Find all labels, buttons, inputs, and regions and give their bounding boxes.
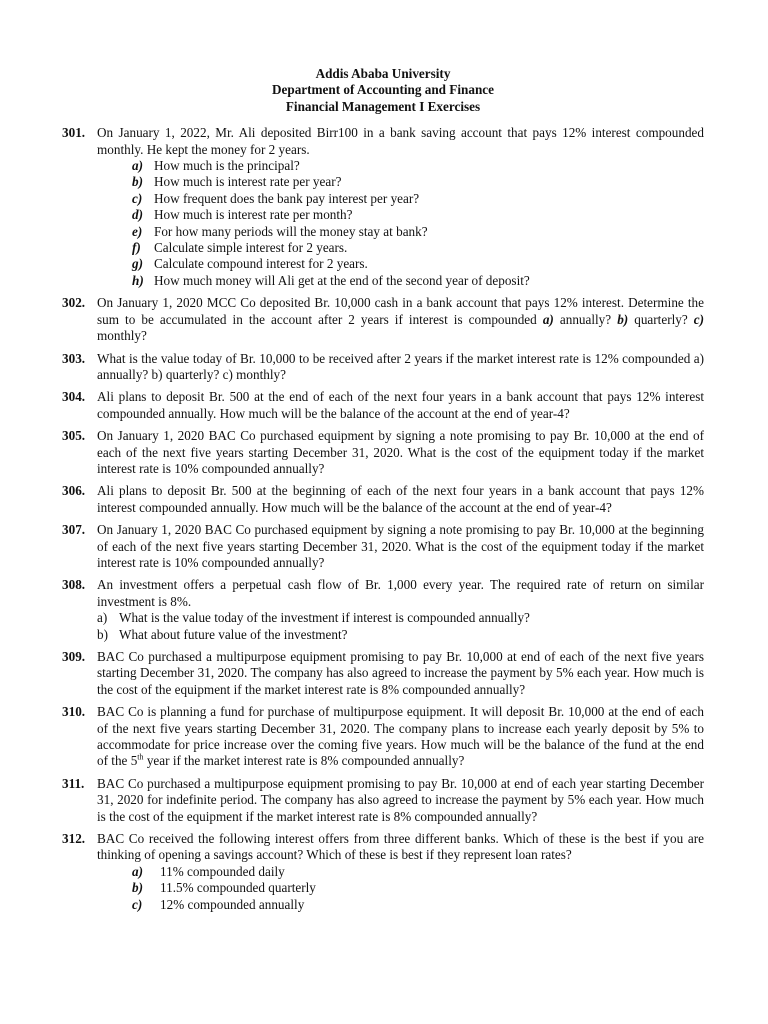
question-305 [62,428,704,477]
question-308 [62,577,704,643]
item-label: d) [132,207,143,223]
list-item [132,158,704,174]
question-303 [62,351,704,384]
question-306 [62,483,704,516]
list-item [132,897,704,913]
superscript: th [137,753,144,763]
question-302 [62,295,704,344]
sub-question-list [97,158,704,289]
question-number: 305. [62,428,86,444]
item-label: b) [132,880,143,896]
item-label: g) [132,256,143,272]
item-text: Calculate compound interest for 2 years. [154,256,368,272]
item-label: a) [132,863,143,879]
item-label: h) [132,272,144,288]
question-text: On January 1, 2020 BAC Co purchased equipment by signing a note promising to pay Br. 10,000 at the end of each of the next five years starting December 31, 2020. What is the cost of the equipment today if the market interest rate is 10% compounded annually? [97,428,704,476]
list-item [132,224,704,240]
question-310 [62,704,704,770]
item-text: How frequent does the bank pay interest per year? [154,190,420,206]
question-number: 302. [62,295,86,311]
list-item [132,256,704,272]
question-text: BAC Co received the following interest offers from three different banks. Which of these is the best if you are thinking of opening a savings account? Which of these is best if they represent loan rates? [97,831,704,863]
question-311 [62,776,704,825]
sub-question-list [97,864,704,913]
list-item [132,864,704,880]
item-label: c) [132,896,143,912]
question-309 [62,649,704,698]
item-label: e) [132,223,143,239]
item-text: 12% compounded annually [160,896,305,912]
question-312 [62,831,704,913]
question-text: BAC Co purchased a multipurpose equipment promising to pay Br. 10,000 at end of each year starting December 31, 2020 for indefinite period. The company has also agreed to increase the payment by 5% each year. How much is the cost of the equipment if the market interest rate is 8% compounded annually? [97,775,704,824]
question-text: An investment offers a perpetual cash flow of Br. 1,000 every year. The required rate of return on similar investment is 8%. [97,577,704,609]
question-number: 304. [62,389,86,405]
department-name: Department of Accounting and Finance [272,82,494,98]
question-text: On January 1, 2022, Mr. Ali deposited Birr100 in a bank saving account that pays 12% interest compounded monthly. He kept the money for 2 years. [97,125,704,157]
list-item [132,240,704,256]
item-label: b) [97,626,108,642]
list-item [132,174,704,190]
item-text: How much is the principal? [154,158,300,174]
item-text: For how many periods will the money stay at bank? [154,223,428,239]
item-text: 11.5% compounded quarterly [160,880,316,896]
question-number: 301. [62,125,86,141]
item-text: 11% compounded daily [160,863,285,879]
item-text: How much is interest rate per month? [154,207,353,223]
item-text: How much is interest rate per year? [154,174,342,190]
question-number: 310. [62,704,86,720]
question-number: 312. [62,831,86,847]
item-text: Calculate simple interest for 2 years. [154,240,348,256]
question-text: quarterly? [628,311,694,327]
question-number: 309. [62,649,86,664]
question-text: year if the market interest rate is 8% compounded annually? [143,753,465,769]
option-label: b) [617,311,629,327]
item-label: f) [132,240,141,256]
item-text: What about future value of the investment? [119,626,348,642]
document-title: Financial Management I Exercises [285,98,481,114]
list-item [132,207,704,223]
list-item [132,880,704,896]
question-text: What is the value today of Br. 10,000 to be received after 2 years if the market interest rate is 12% compounded a) annually? b) quarterly? c) monthly? [97,350,704,382]
question-text: On January 1, 2020 BAC Co purchased equipment by signing a note promising to pay Br. 10,000 at the beginning of each of the next five years starting December 31, 2020. What is the cost of the equipment today if the market interest rate is 10% compounded annually? [97,522,704,570]
document-header [62,66,704,115]
question-text: On January 1, 2020 MCC Co deposited Br. 10,000 cash in a bank account that pays 12% interest. Determine the sum to be accumulated in the account after 2 years if interest is compounded [97,295,704,327]
item-label: c) [132,190,143,206]
question-text: BAC Co purchased a multipurpose equipment promising to pay Br. 10,000 at end of each of the next five years starting December 31, 2020. The company has also agreed to increase the payment by 5% each year. How much is the cost of the equipment if the market interest rate is 8% compounded annually? [97,649,704,697]
list-item [132,191,704,207]
list-item [97,627,704,643]
question-text: Ali plans to deposit Br. 500 at the beginning of each of the next four years in a bank account that pays 12% interest compounded annually. How much will be the balance of the account at the end of year-4? [97,483,704,515]
question-text: annually? [553,311,618,327]
item-text: What is the value today of the investment if interest is compounded annually? [119,610,530,626]
question-301 [62,125,704,289]
question-number: 303. [62,350,86,366]
sub-question-list [97,610,704,643]
list-item [97,610,704,626]
question-number: 311. [62,775,85,791]
question-text: monthly? [97,328,147,344]
university-name: Addis Ababa University [315,66,451,81]
list-item [132,273,704,289]
item-label: b) [132,174,143,190]
question-307 [62,522,704,571]
question-number: 307. [62,522,86,538]
item-label: a) [97,610,108,626]
question-text: BAC Co is planning a fund for purchase of multipurpose equipment. It will deposit Br. 10,000 at the end of each of the next five years starting December 31, 2020. The company plans to increase each yearly deposit by 5% to accommodate for price increase over the coming five years. How much will be the balance of the fund at the end of the 5 [97,704,704,769]
question-304 [62,389,704,422]
question-number: 308. [62,577,86,593]
option-label: a) [542,311,554,327]
item-text: How much money will Ali get at the end of the second year of deposit? [154,272,530,288]
question-text: Ali plans to deposit Br. 500 at the end of each of the next four years in a bank account that pays 12% interest compounded annually. How much will be the balance of the account at the end of year-4? [97,389,704,421]
option-label: c) [693,311,704,327]
item-label: a) [132,158,143,174]
question-number: 306. [62,483,86,499]
